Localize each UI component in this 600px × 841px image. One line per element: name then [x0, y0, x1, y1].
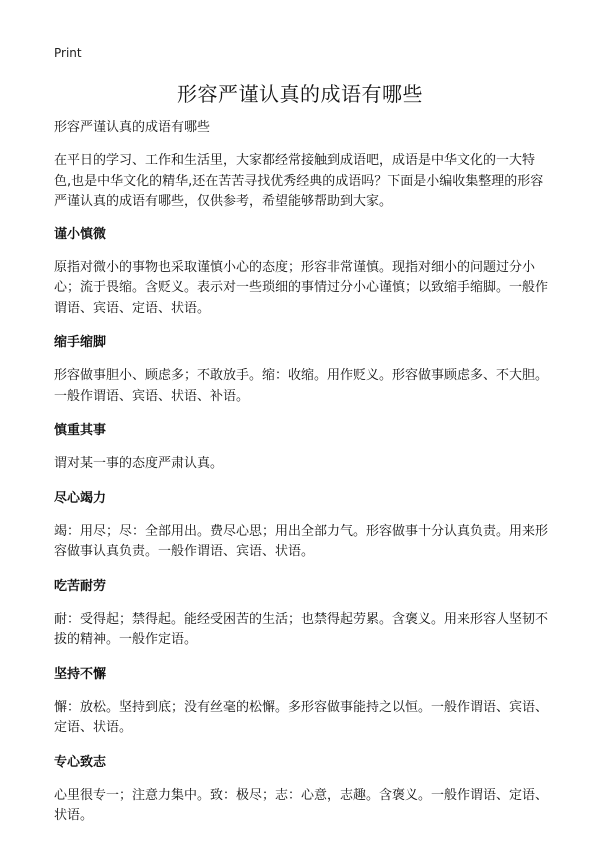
intro-paragraph: 在平日的学习、工作和生活里，大家都经常接触到成语吧，成语是中华文化的一大特色,也是中华文化的精华,还在苦苦寻找优秀经典的成语吗？下面是小编收集整理的形容严谨认真的成语有哪些，仅供参考，希望能够帮助到大家。 [54, 153, 544, 209]
section-jian-chi-bu-xie [54, 665, 548, 739]
page-title: 形容严谨认真的成语有哪些 [177, 82, 423, 106]
article-subtitle: 形容严谨认真的成语有哪些 [54, 120, 211, 135]
section-body: 心里很专一；注意力集中。致：极尽；志：心意，志趣。含褒义。一般作谓语、定语、状语。 [54, 787, 549, 823]
section-title: 缩手缩脚 [54, 335, 107, 350]
section-title: 谨小慎微 [54, 226, 107, 242]
section-shen-zhong-qi-shi [54, 421, 548, 475]
section-zhuan-xin-zhi-zhi [54, 753, 548, 827]
section-body: 形容做事胆小、顾虑多；不敢放手。缩：收缩。用作贬义。形容做事顾虑多、不大胆。一般作谓语、宾语、状语、补语。 [54, 368, 549, 404]
section-title: 尽心竭力 [54, 490, 107, 506]
section-jin-xiao-shen-wei [54, 225, 548, 320]
section-jin-xin-jie-li [54, 489, 548, 563]
section-body: 原指对微小的事物也采取谨慎小心的态度；形容非常谨慎。现指对细小的问题过分小心；流于畏缩。含贬义。表示对一些琐细的事情过分小心谨慎；以致缩手缩脚。一般作谓语、宾语、定语、状语。 [54, 259, 549, 316]
article-content [54, 118, 548, 841]
section-body: 谓对某一事的态度严肃认真。 [54, 456, 224, 471]
section-title: 吃苦耐劳 [54, 578, 107, 594]
section-chi-ku-nai-lao [54, 577, 548, 651]
section-title: 专心致志 [54, 754, 107, 770]
section-title: 慎重其事 [54, 423, 107, 438]
print-link[interactable]: Print [54, 46, 82, 60]
section-body: 耐：受得起；禁得起。能经受困苦的生活；也禁得起劳累。含褒义。用来形容人坚韧不拔的精神。一般作定语。 [54, 611, 549, 647]
section-suo-shou-suo-jiao [54, 333, 548, 407]
section-body: 竭：用尽；尽：全部用出。费尽心思；用出全部力气。形容做事十分认真负责。用来形容做事认真负责。一般作谓语、宾语、状语。 [54, 523, 549, 559]
section-body: 懈：放松。坚持到底；没有丝毫的松懈。多形容做事能持之以恒。一般作谓语、宾语、定语、状语。 [54, 699, 549, 735]
section-title: 坚持不懈 [54, 666, 107, 682]
